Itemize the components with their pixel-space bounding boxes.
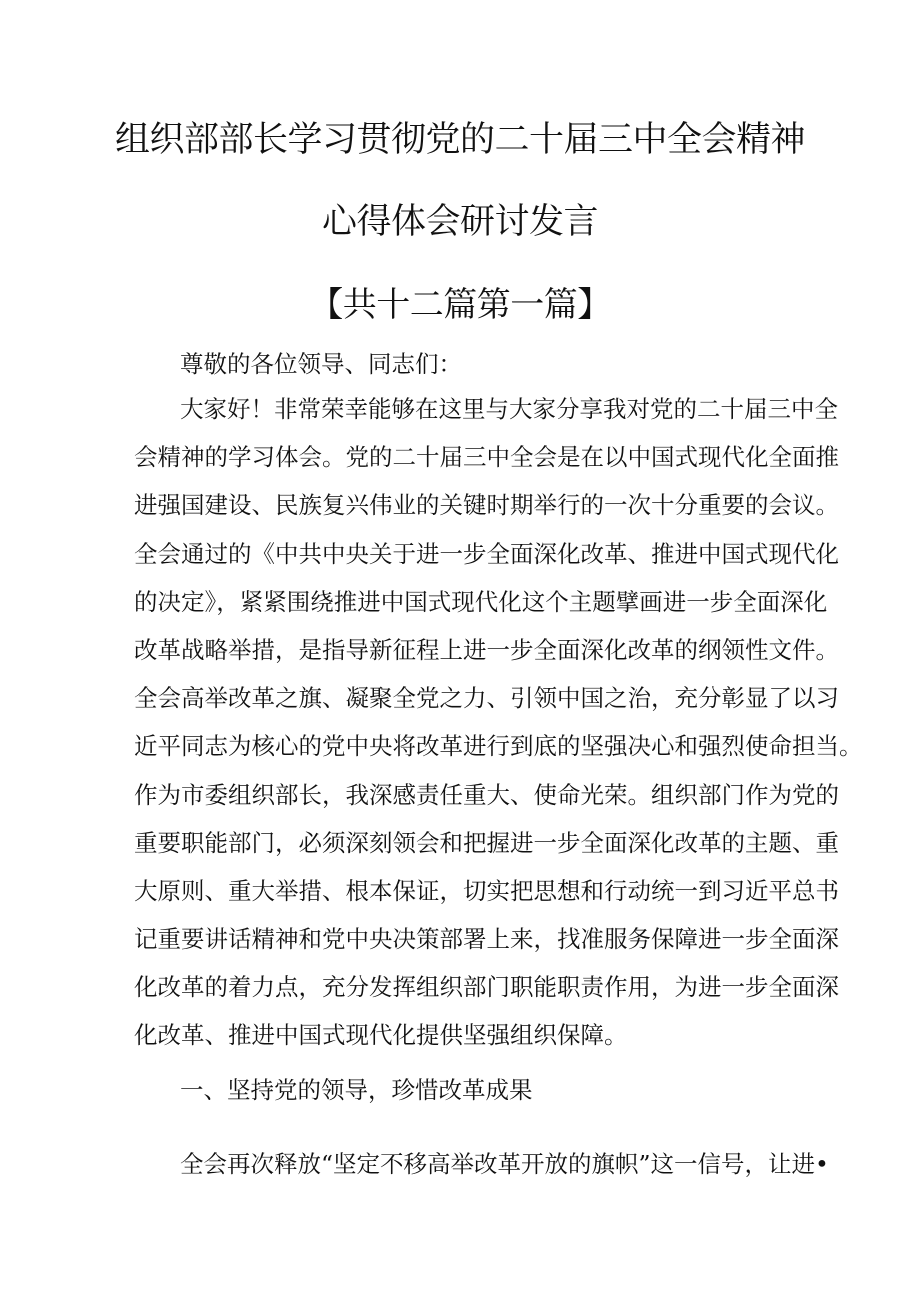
paragraph-line: 全会高举改革之旗、凝聚全党之力、引领中国之治，充分彰显了以习 bbox=[134, 684, 839, 713]
paragraph-line: 近平同志为核心的党中央将改革进行到底的坚强决心和强烈使命担当。 bbox=[134, 732, 863, 761]
paragraph-line: 大家好！非常荣幸能够在这里与大家分享我对党的二十届三中全 bbox=[180, 395, 838, 423]
paragraph-line: 化改革的着力点，充分发挥组织部门职能职责作用，为进一步全面深 bbox=[134, 973, 839, 1002]
paragraph-line: 作为市委组织部长，我深感责任重大、使命光荣。组织部门作为党的 bbox=[134, 780, 839, 809]
paragraph-line: 全会通过的《中共中央关于进一步全面深化改革、推进中国式现代化 bbox=[134, 539, 839, 568]
paragraph-2-line-1: 全会再次释放“坚定不移高举改革开放的旗帜”这一信号，让进• bbox=[180, 1150, 829, 1178]
paragraph-line: 会精神的学习体会。党的二十届三中全会是在以中国式现代化全面推 bbox=[134, 443, 839, 472]
paragraph-line: 的决定》，紧紧围绕推进中国式现代化这个主题擘画进一步全面深化 bbox=[134, 587, 828, 616]
paragraph-line: 记重要讲话精神和党中央决策部署上来，找准服务保障进一步全面深 bbox=[134, 925, 839, 954]
paragraph-line: 重要职能部门，必须深刻领会和把握进一步全面深化改革的主题、重 bbox=[134, 828, 839, 857]
paragraph-line: 化改革、推进中国式现代化提供坚强组织保障。 bbox=[134, 1021, 628, 1050]
paragraph-1 bbox=[134, 385, 863, 1060]
salutation: 尊敬的各位领导、同志们： bbox=[180, 350, 462, 378]
section-heading-1: 一、坚持党的领导，珍惜改革成果 bbox=[180, 1076, 533, 1104]
document-subtitle: 【共十二篇第一篇】 bbox=[309, 285, 611, 325]
paragraph-line: 大原则、重大举措、根本保证，切实把思想和行动统一到习近平总书 bbox=[134, 876, 839, 905]
paragraph-line: 进强国建设、民族复兴伟业的关键时期举行的一次十分重要的会议。 bbox=[134, 491, 839, 520]
document-title-line-2: 心得体会研讨发言 bbox=[321, 202, 598, 242]
document-title-line-1: 组织部部长学习贯彻党的二十届三中全会精神 bbox=[114, 120, 805, 160]
paragraph-line: 改革战略举措，是指导新征程上进一步全面深化改革的纲领性文件。 bbox=[134, 635, 839, 664]
